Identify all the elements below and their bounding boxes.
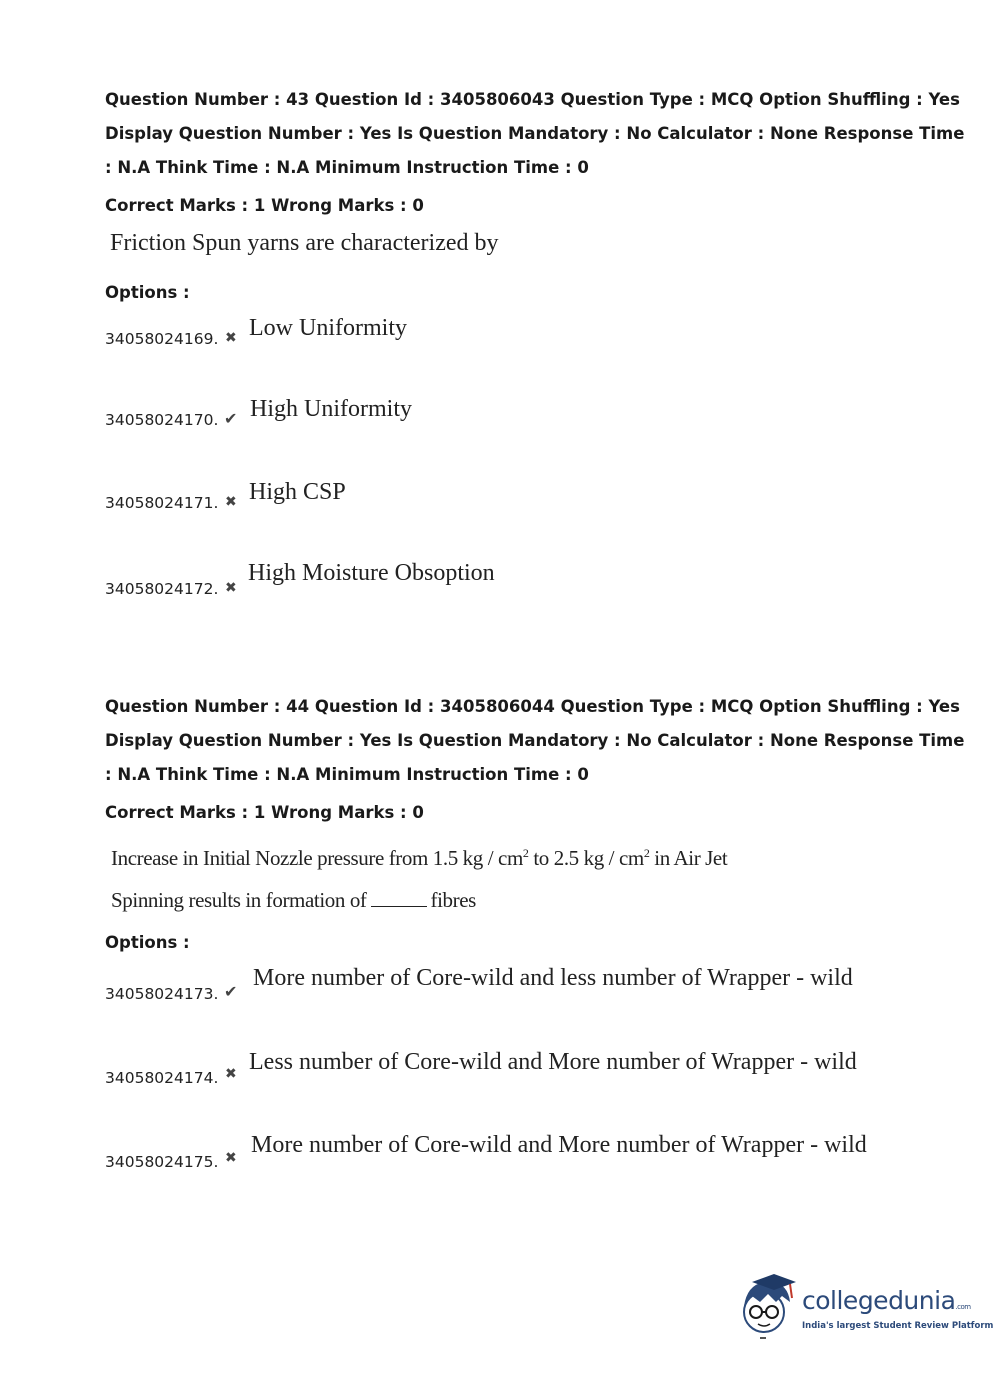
- meta-line: Display Question Number : Yes Is Question Mandatory : No Calculator : None Response Time: [105, 124, 965, 143]
- option-text: High Uniformity: [250, 396, 412, 422]
- option-text: Less number of Core-wild and More number of Wrapper - wild: [249, 1049, 857, 1075]
- meta-line: Display Question Number : Yes Is Question Mandatory : No Calculator : None Response Time: [105, 731, 965, 750]
- option-id: 34058024169.: [105, 330, 219, 348]
- collegedunia-logo[interactable]: [738, 1272, 994, 1342]
- option-text: More number of Core-wild and More number of Wrapper - wild: [251, 1132, 867, 1158]
- option-id: 34058024173.: [105, 985, 219, 1003]
- question-43-options-label: Options :: [105, 283, 190, 302]
- question-43-meta: [105, 83, 965, 185]
- option-text: High CSP: [249, 479, 346, 505]
- option-id: 34058024172.: [105, 580, 219, 598]
- mascot-icon: [738, 1272, 800, 1342]
- option-text: High Moisture Obsoption: [248, 560, 495, 586]
- option-id: 34058024175.: [105, 1153, 219, 1171]
- meta-line: : N.A Think Time : N.A Minimum Instruction Time : 0: [105, 765, 589, 784]
- question-44-meta: [105, 690, 965, 792]
- question-44-marks: Correct Marks : 1 Wrong Marks : 0: [105, 803, 424, 822]
- logo-tagline: India's largest Student Review Platform: [802, 1321, 994, 1331]
- option-id: 34058024170.: [105, 411, 219, 429]
- question-44-text-line-2: Spinning results in formation of fibres: [111, 888, 476, 912]
- meta-line: Question Number : 44 Question Id : 3405806044 Question Type : MCQ Option Shuffling : Yes: [105, 697, 960, 716]
- question-44-options-label: Options :: [105, 933, 190, 952]
- check-icon: ✔: [224, 409, 238, 428]
- cross-icon: ✖: [225, 1066, 237, 1082]
- question-43-text: Friction Spun yarns are characterized by: [110, 230, 499, 256]
- option-id: 34058024174.: [105, 1069, 219, 1087]
- cross-icon: ✖: [225, 1150, 237, 1166]
- cross-icon: ✖: [225, 494, 237, 510]
- option-text: More number of Core-wild and less number of Wrapper - wild: [253, 965, 853, 991]
- meta-line: : N.A Think Time : N.A Minimum Instruction Time : 0: [105, 158, 589, 177]
- option-text: Low Uniformity: [249, 315, 407, 341]
- cross-icon: ✖: [225, 580, 237, 596]
- answer-blank: [371, 886, 427, 907]
- check-icon: ✔: [224, 982, 238, 1001]
- question-44-text-line-1: Increase in Initial Nozzle pressure from 1.5 kg / $cm^2$ to 2.5 kg / $cm^2$ in Air Jet: [111, 846, 728, 870]
- question-43-marks: Correct Marks : 1 Wrong Marks : 0: [105, 196, 424, 215]
- logo-wordmark: collegedunia.com: [802, 1286, 971, 1315]
- meta-line: Question Number : 43 Question Id : 3405806043 Question Type : MCQ Option Shuffling : Yes: [105, 90, 960, 109]
- question-44-text: [111, 832, 727, 921]
- cross-icon: ✖: [225, 330, 237, 346]
- option-id: 34058024171.: [105, 494, 219, 512]
